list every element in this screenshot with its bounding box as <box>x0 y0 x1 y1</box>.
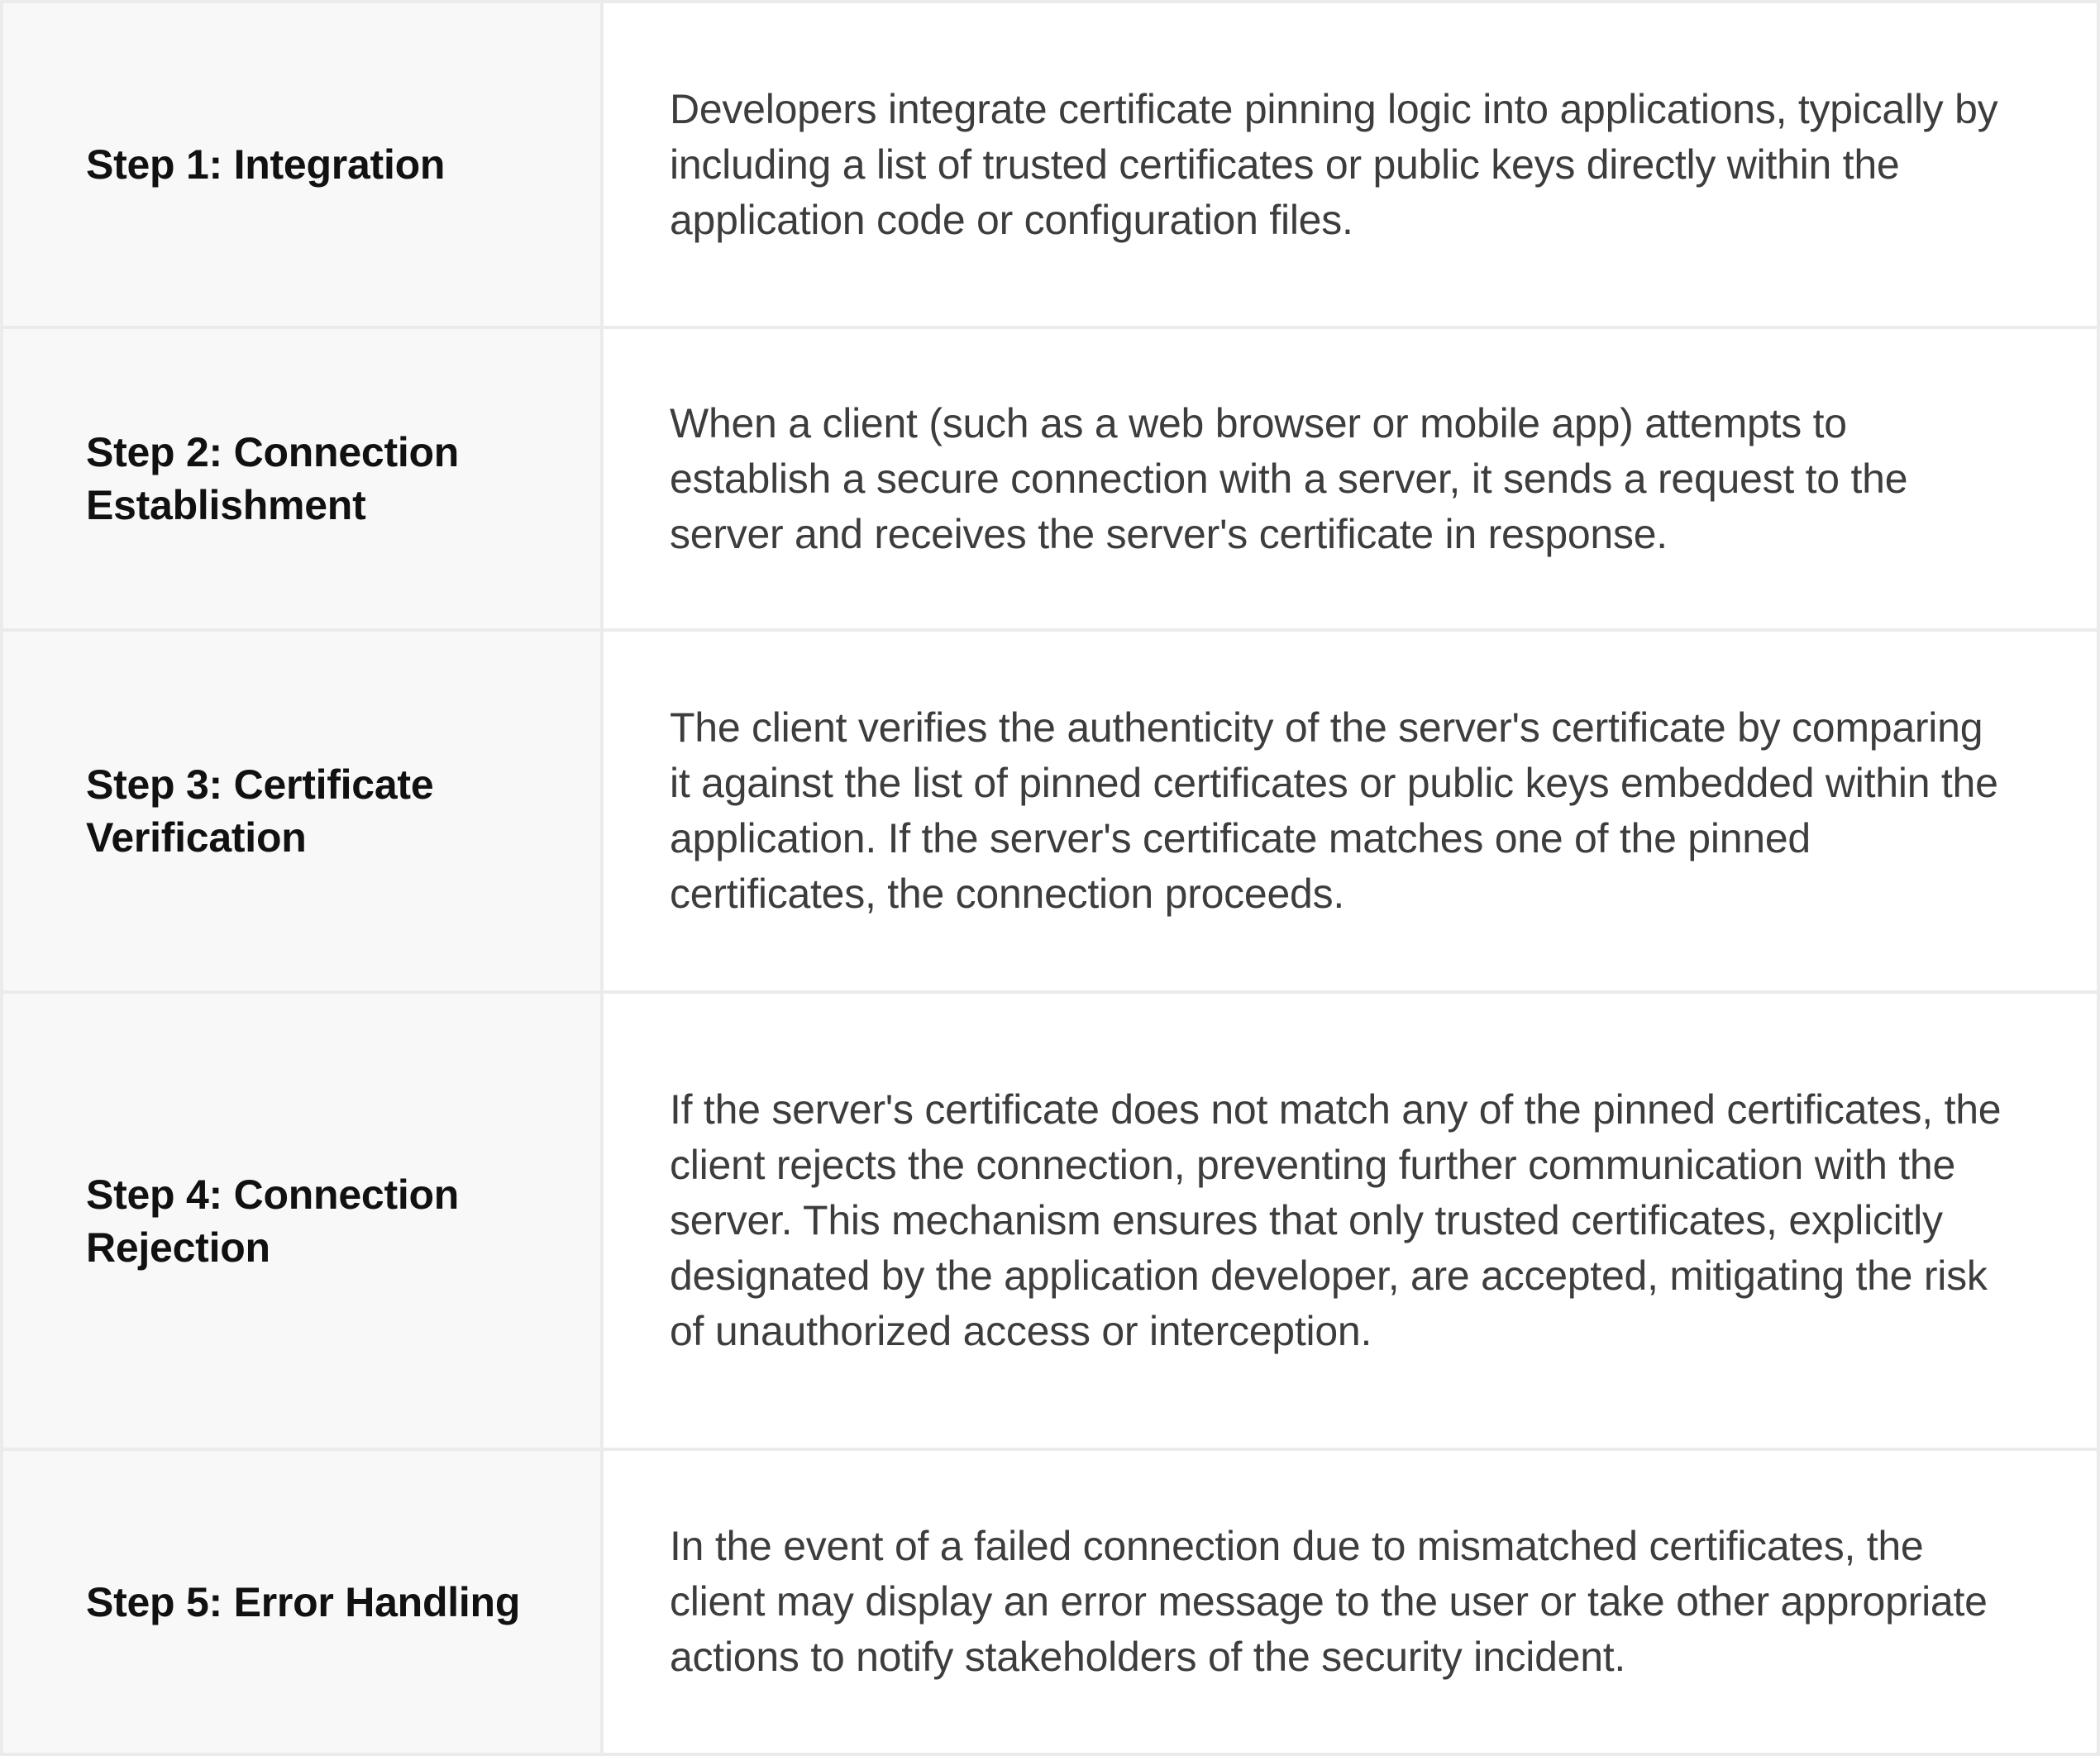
step-description-cell <box>604 1451 2097 1753</box>
step-title: Step 2: Connection Establishment <box>86 429 460 528</box>
step-description: When a client (such as a web browser or mobile app) attempts to establish a secure connection with a server, it sends a request to the server and receives the server's certificate in response. <box>670 399 1908 557</box>
step-title-cell <box>3 329 600 628</box>
step-description-cell <box>604 994 2097 1448</box>
step-description: In the event of a failed connection due to mismatched certificates, the client may display an error message to the user or take other appropriate actions to notify stakeholders of the security incident. <box>670 1523 1988 1680</box>
step-description-cell <box>604 329 2097 628</box>
step-description: The client verifies the authenticity of the server's certificate by comparing it against the list of pinned certificates or public keys embedded within the application. If the server's certificate matches one of the pinned certificates, the connection proceeds. <box>670 704 1998 917</box>
step-description: Developers integrate certificate pinning logic into applications, typically by including a list of trusted certificates or public keys directly within the application code or configuration files. <box>670 85 1998 243</box>
step-title: Step 4: Connection Rejection <box>86 1171 460 1271</box>
step-description-cell <box>604 3 2097 326</box>
step-title-cell <box>3 632 600 990</box>
step-title: Step 1: Integration <box>86 141 446 188</box>
step-title: Step 3: Certificate Verification <box>86 761 434 861</box>
step-description: If the server's certificate does not match any of the pinned certificates, the client rejects the connection, preventing further communication with the server. This mechanism ensures that only trusted certificates, explicitly designated by the application developer, are accepted, mitigating the risk of unauthorized access or interception. <box>670 1086 2002 1354</box>
step-title-cell <box>3 994 600 1448</box>
step-title-cell <box>3 3 600 326</box>
step-description-cell <box>604 632 2097 990</box>
step-title-cell <box>3 1451 600 1753</box>
step-title: Step 5: Error Handling <box>86 1578 521 1625</box>
